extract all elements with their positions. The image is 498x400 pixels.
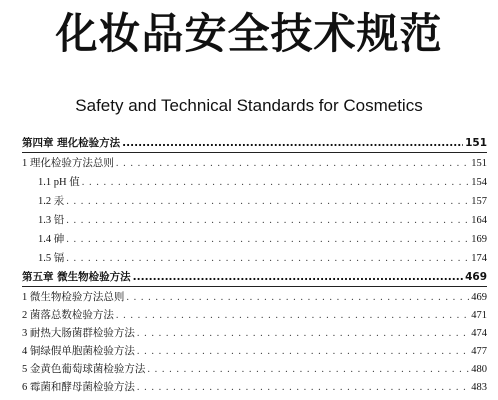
toc-chapter-4[interactable] <box>22 136 487 150</box>
dot-leader <box>147 363 469 377</box>
toc-entry[interactable] <box>22 381 487 395</box>
entry-title: 1.2 汞 <box>38 196 65 207</box>
entry-title: 3 耐热大肠菌群检验方法 <box>22 328 135 339</box>
entry-page-number: 164 <box>471 215 487 226</box>
dot-leader <box>126 291 469 305</box>
entry-page-number: 151 <box>471 158 487 169</box>
entry-title: 1.5 镉 <box>38 253 65 264</box>
dot-leader <box>137 381 469 395</box>
toc-entry[interactable] <box>22 363 487 377</box>
entry-page-number: 477 <box>471 346 487 357</box>
entry-page-number: 169 <box>471 234 487 245</box>
dot-leader <box>133 270 463 284</box>
dot-leader <box>122 136 463 150</box>
toc-entry[interactable] <box>38 214 487 228</box>
toc-entry[interactable] <box>38 252 487 266</box>
toc-entry[interactable] <box>22 327 487 341</box>
entry-title: 1.1 pH 值 <box>38 177 80 188</box>
chapter-page-number: 469 <box>465 271 487 283</box>
toc-entry[interactable] <box>22 157 487 171</box>
entry-title: 6 霉菌和酵母菌检验方法 <box>22 382 135 393</box>
entry-title: 1 理化检验方法总则 <box>22 158 114 169</box>
chapter-page-number: 151 <box>465 137 487 149</box>
toc-chapter-5[interactable] <box>22 270 487 284</box>
chapter-divider <box>22 152 487 153</box>
dot-leader <box>66 252 469 266</box>
dot-leader <box>137 327 469 341</box>
chapter-title: 第四章 理化检验方法 <box>22 137 121 149</box>
toc-entry[interactable] <box>38 233 487 247</box>
entry-page-number: 474 <box>471 328 487 339</box>
entry-title: 1 微生物检验方法总则 <box>22 292 125 303</box>
entry-page-number: 483 <box>471 382 487 393</box>
entry-title: 1.4 砷 <box>38 234 65 245</box>
entry-page-number: 469 <box>471 292 487 303</box>
entry-page-number: 471 <box>471 310 487 321</box>
toc-entry[interactable] <box>22 309 487 323</box>
dot-leader <box>116 157 469 171</box>
dot-leader <box>137 345 469 359</box>
dot-leader <box>66 195 469 209</box>
entry-page-number: 157 <box>471 196 487 207</box>
entry-page-number: 174 <box>471 253 487 264</box>
toc-entry[interactable] <box>38 176 487 190</box>
toc-entry[interactable] <box>38 195 487 209</box>
toc-entry[interactable] <box>22 345 487 359</box>
dot-leader <box>66 214 469 228</box>
dot-leader <box>82 176 470 190</box>
entry-page-number: 154 <box>471 177 487 188</box>
chapter-title: 第五章 微生物检验方法 <box>22 271 131 283</box>
entry-title: 2 菌落总数检验方法 <box>22 310 114 321</box>
dot-leader <box>116 309 469 323</box>
entry-page-number: 480 <box>471 364 487 375</box>
entry-title: 4 铜绿假单胞菌检验方法 <box>22 346 135 357</box>
document-title-english: Safety and Technical Standards for Cosmetics <box>75 96 423 115</box>
document-title-chinese: 化妆品安全技术规范 <box>55 9 443 58</box>
entry-title: 1.3 铅 <box>38 215 65 226</box>
dot-leader <box>66 233 469 247</box>
entry-title: 5 金黄色葡萄球菌检验方法 <box>22 364 146 375</box>
chapter-divider <box>22 286 487 287</box>
toc-entry[interactable] <box>22 291 487 305</box>
